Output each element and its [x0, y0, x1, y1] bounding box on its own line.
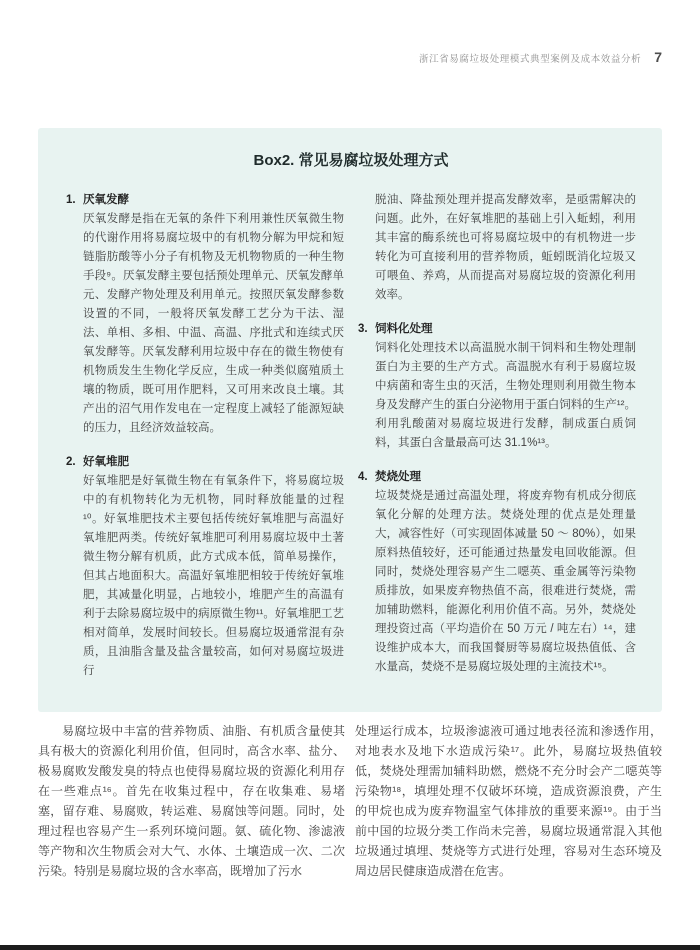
running-head: 浙江省易腐垃圾处理模式典型案例及成本效益分析 — [419, 54, 642, 65]
section-number: 4. — [358, 471, 368, 483]
section-body: 厌氧发酵是指在无氧的条件下利用兼性厌氧微生物的代谢作用将易腐垃圾中的有机物分解为甲烷和短链脂肪酸等小分子有机物及无机物物质的一种生物手段⁹。厌氧发酵主要包括预处理单元、厌氧发酵单元、发酵产物处理及利用单元。按照厌氧发酵参数设置的不同，一般将厌氧发酵工艺分为干法、湿法、单相、多相、中温、高温、序批式和连续式厌氧发酵等。厌氧发酵利用垃圾中存在的微生物使有机物质发生生物化学反应，生成一种类似腐殖质土壤的物质，既可用作肥料，又可用来改良土壤。其产出的沼气用作发电在一定程度上减轻了能源短缺的压力，且经济效益较高。 — [83, 213, 344, 434]
info-box — [38, 128, 662, 712]
page-bottom-bar — [0, 945, 700, 950]
section-title: 饲料化处理 — [375, 323, 433, 335]
section-heading — [66, 453, 344, 472]
section-title: 焚烧处理 — [375, 471, 421, 483]
section-number: 3. — [358, 323, 368, 335]
section-heading — [66, 191, 344, 210]
box-columns — [66, 191, 636, 696]
body-paragraph-right: 处理运行成本，垃圾渗滤液可通过地表径流和渗透作用，对地表水及地下水造成污染¹⁷。此外，易腐垃圾热值较低，焚烧处理需加辅料助燃，燃烧不充分时会产二噁英等污染物¹⁸，填埋处理不仅破坏环境，造成资源浪费，产生的甲烷也成为废弃物温室气体排放的重要来源¹⁹。由于当前中国的垃圾分类工作尚未完善，易腐垃圾通常混入其他垃圾通过填埋、焚烧等方式进行处理，容易对生态环境及周边居民健康造成潜在危害。 — [355, 724, 662, 878]
section-title: 厌氧发酵 — [83, 194, 129, 206]
section-incineration — [358, 468, 636, 677]
section-body-continuation: 脱油、降盐预处理并提高发酵效率，是亟需解决的问题。此外，在好氧堆肥的基础上引入蚯蚓，利用其丰富的酶系统也可将易腐垃圾中的有机物进一步转化为可直接利用的营养物质，蚯蚓既消化垃圾又可喂鱼、养鸡，从而提高对易腐垃圾的资源化利用效率。 — [375, 194, 636, 301]
section-body: 垃圾焚烧是通过高温处理，将废弃物有机成分彻底氧化分解的处理方法。焚烧处理的优点是处理量大，减容性好（可实现固体减量 50 ～ 80%），如果原料热值较好，还可能通过热量发电回收能源。但同时，焚烧处理容易产生二噁英、重金属等污染物质排放，如果废弃物热值不高，很难进行焚烧，需加辅助燃料，能源化利用价值不高。另外，焚烧处理投资过高（平均造价在 50 万元 / 吨左右）¹⁴，建设维护成本大，而我国餐厨等易腐垃圾热值低、含水量高，焚烧不是易腐垃圾处理的主流技术¹⁵。 — [375, 490, 636, 673]
section-heading — [358, 468, 636, 487]
section-heading — [358, 320, 636, 339]
section-anaerobic-fermentation — [66, 191, 344, 438]
box-left-column — [66, 191, 344, 696]
section-number: 2. — [66, 456, 76, 468]
section-body: 好氧堆肥是好氧微生物在有氧条件下，将易腐垃圾中的有机物转化为无机物，同时释放能量的过程¹⁰。好氧堆肥技术主要包括传统好氧堆肥与高温好氧堆肥两类。传统好氧堆肥可利用易腐垃圾中土著微生物分解有机质，此方式成本低，简单易操作，但其占地面积大。高温好氧堆肥相较于传统好氧堆肥，其减量化明显，占地较小，堆肥产生的高温有利于去除易腐垃圾中的病原微生物¹¹。好氧堆肥工艺相对简单，发展时间较长。但易腐垃圾通常混有杂质，且油脂含量及盐含量较高，如何对易腐垃圾进行 — [83, 475, 344, 677]
section-title: 好氧堆肥 — [83, 456, 129, 468]
box-title: Box2. 常见易腐垃圾处理方式 — [253, 152, 449, 169]
body-paragraph-left: 易腐垃圾中丰富的营养物质、油脂、有机质含量使其具有极大的资源化利用价值，但同时，高含水率、盐分、极易腐败发酸发臭的特点也使得易腐垃圾的资源化利用存在一些难点¹⁶。首先在收集过程中，存在收集难、易堵塞，留存难、易腐败，转运难、易腐蚀等问题。同时，处理过程也容易产生一系列环境问题。氨、硫化物、渗滤液等产物和次生物质会对大气、水体、土壤造成一次、二次污染。特别是易腐垃圾的含水率高，既增加了污水 — [38, 724, 345, 878]
section-number: 1. — [66, 194, 76, 206]
box-right-column — [358, 191, 636, 696]
page-number: 7 — [654, 49, 662, 65]
body-text-columns — [38, 721, 662, 881]
section-aerobic-composting — [66, 453, 344, 681]
section-feed-treatment — [358, 320, 636, 453]
section-body: 饲料化处理技术以高温脱水制干饲料和生物处理制蛋白为主要的生产方式。高温脱水有利于易腐垃圾中病菌和寄生虫的灭活，生物处理则利用微生物本身及发酵产生的蛋白分泌物用于蛋白饲料的生产¹²。利用乳酸菌对易腐垃圾进行发酵，制成蛋白质饲料，其蛋白含量最高可达 31.1%¹³。 — [375, 342, 636, 449]
page-header — [419, 49, 662, 65]
